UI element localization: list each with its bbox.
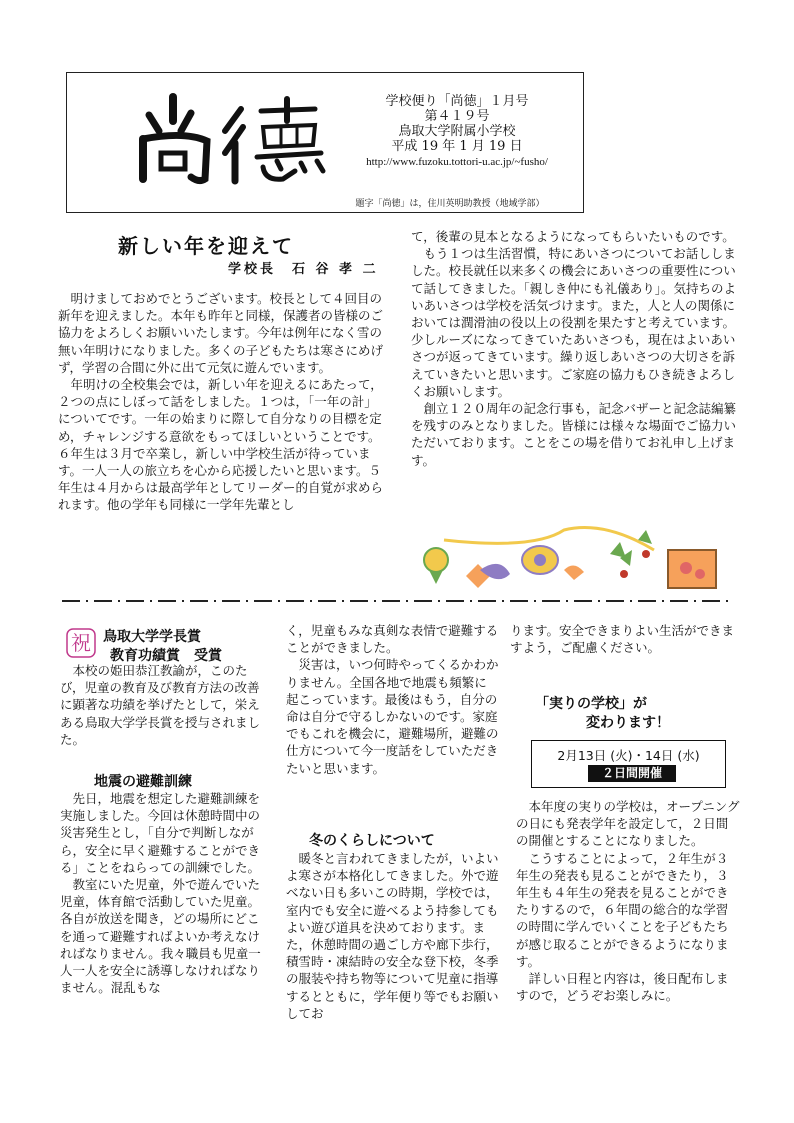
paragraph: く，児童もみな真剣な表情で避難することができました。 <box>286 623 499 656</box>
badge-text: 祝 <box>71 631 91 655</box>
fruit-school-body <box>516 798 740 1004</box>
calligraphy-logo <box>125 87 345 187</box>
school-name: 鳥取大学附属小学校 <box>398 124 516 139</box>
award-title-line1: 鳥取大学学長賞 <box>103 629 201 645</box>
calligraphy-credit: 題字「尚徳」は，住川英明助教授（地域学部） <box>355 199 545 209</box>
fruit-school-title-line1: 「実りの学校」が <box>535 696 647 712</box>
school-url[interactable]: http://www.fuzoku.tottori-u.ac.jp/~fusho/ <box>366 156 548 168</box>
paragraph: 暖冬と言われてきましたが，いよいよ寒さが本格化してきました。外で遊べない日も多いこの時期，学校では，室内でも安全に遊べるよう持参してもよい遊び道具を決めております。また，休憩時間の過ごし方や廊下歩行，積雪時・凍結時の安全な登下校，冬季の服装や持ち物等について児童に指導するとともに，学年便り等でもお願いしてお <box>286 851 499 1021</box>
paragraph: 年明けの全校集会では，新しい年を迎えるにあたって，２つの点にしぼって話をしました。１つは，「一年の計」についてです。一年の始まりに際して自分なりの目標を定め，チャレンジする意欲をもってほしいということです。６年生は３月で卒業し，新しい中学校生活が待っています。一人一人の旅立ちを心から応援したいと思います。５年生は４月からは最高学年としてリーダー的自覚が求められます。他の学年も同様に一学年先輩とし <box>58 377 384 513</box>
winter-life-body-continued <box>510 622 740 656</box>
event-date-box <box>531 740 726 788</box>
paragraph: 本年度の実りの学校は，オープニングの日にも発表学年を設定して，２日間の開催とすることになりました。 <box>516 799 740 849</box>
fruit-school-title-line2: 変わります！ <box>586 715 670 731</box>
paragraph: 創立１２０周年の記念行事も，記念バザーと記念誌編纂を残すのみとなりました。皆様には様々な場面でご協力いただいております。ことをこの場を借りてお礼申し上げます。 <box>411 401 737 468</box>
celebration-badge-icon <box>66 628 96 658</box>
issue-date: 平成 19 年 1 月 19 日 <box>391 139 523 154</box>
issue-number: 第４１９号 <box>424 109 490 124</box>
paragraph: 災害は，いつ何時やってくるかわかりません。全国各地で地震も頻繁に起こっています。最後はもう，自分の命は自分で守るしかないのです。家庭でもこれを機会に，避難場所，避難の仕方について今一度話をしていただきたいと思います。 <box>286 657 499 776</box>
quake-drill-body-continued <box>286 622 499 777</box>
paragraph: て，後輩の見本となるようになってもらいたいものです。 <box>411 229 735 244</box>
award-article-body <box>60 662 265 748</box>
paragraph: 先日，地震を想定した避難訓練を実施しました。今回は休憩時間中の災害発生とし，「自分で判断しながら，安全に早く避難することができる」ことをねらっての訓練でした。 <box>60 791 261 875</box>
paragraph: 明けましておめでとうございます。校長として４回目の新年を迎えました。本年も昨年と同様，保護者の皆様のご協力をよろしくお願いいたします。今年は例年になく雪の無い年明けになりました。多くの子どもたちは寒さにめげず，学習の合間に外に出て元気に遊んでいます。 <box>58 291 384 375</box>
section-divider <box>62 598 732 604</box>
paragraph: 詳しい日程と内容は，後日配布しますので，どうぞお楽しみに。 <box>516 971 729 1004</box>
newsletter-title: 学校便り「尚徳」１月号 <box>385 94 529 109</box>
paragraph: 本校の姫田恭江教諭が，このたび，児童の教育及び教育方法の改善に顕著な功績を挙げたとして，栄えある鳥取大学学長賞を授与されました。 <box>60 663 261 747</box>
winter-life-body <box>286 850 499 1022</box>
lead-article-right-column <box>411 228 741 469</box>
paragraph: もう１つは生活習慣，特にあいさつについてお話ししました。校長就任以来多くの機会にあいさつの重要性について話してきました。「親しき仲にも礼儀あり」。気持ちのよいあいさつは学校を活気づけます。また，人と人の関係においては潤滑油の役以上の役割を果たすと考えています。少しルーズになってきていたあいさつも，現在はよいあいさつが返ってきています。繰り返しあいさつの大切さを訴えていきたいと思います。ご家庭の協力もひき続きよろしくお願いします。 <box>411 246 737 399</box>
paragraph: 教室にいた児童，外で遊んでいた児童，体育館で活動していた児童。各自が放送を聞き，どの場所にどこを通って避難すればよいか考えなければなりません。我々職員も児童一人一人を安全に誘導しなければなりません。混乱もな <box>60 877 261 996</box>
award-title-line2: 教育功績賞 受賞 <box>110 648 222 664</box>
lead-article-author: 学校長 石 谷 孝 二 <box>228 262 379 277</box>
lead-article-title: 新しい年を迎えて <box>118 234 294 258</box>
quake-drill-body <box>60 790 265 996</box>
paragraph: ります。安全できまりよい生活ができますよう，ご配慮ください。 <box>510 623 735 656</box>
event-duration-badge: ２日間開催 <box>588 765 676 782</box>
quake-drill-title: 地震の避難訓練 <box>94 774 192 790</box>
spinning-top-icon <box>564 565 584 580</box>
winter-life-title: 冬のくらしについて <box>309 833 435 849</box>
leaf-icon <box>610 542 626 558</box>
lead-article-left-column <box>58 290 388 514</box>
new-year-toys-illustration <box>414 520 724 600</box>
event-date: 2月13日 (火)・14日 (水) <box>557 748 700 763</box>
paragraph: こうすることによって，２年生が３年生の発表も見ることができたり，３年生も４年生の発表を見ることができたりするので，６年間の総合的な学習の時間に学んでいくことを子どもたちが感じ取ることができるようになります。 <box>516 850 729 969</box>
ema-plaque-icon <box>668 550 716 588</box>
masthead <box>66 72 584 213</box>
